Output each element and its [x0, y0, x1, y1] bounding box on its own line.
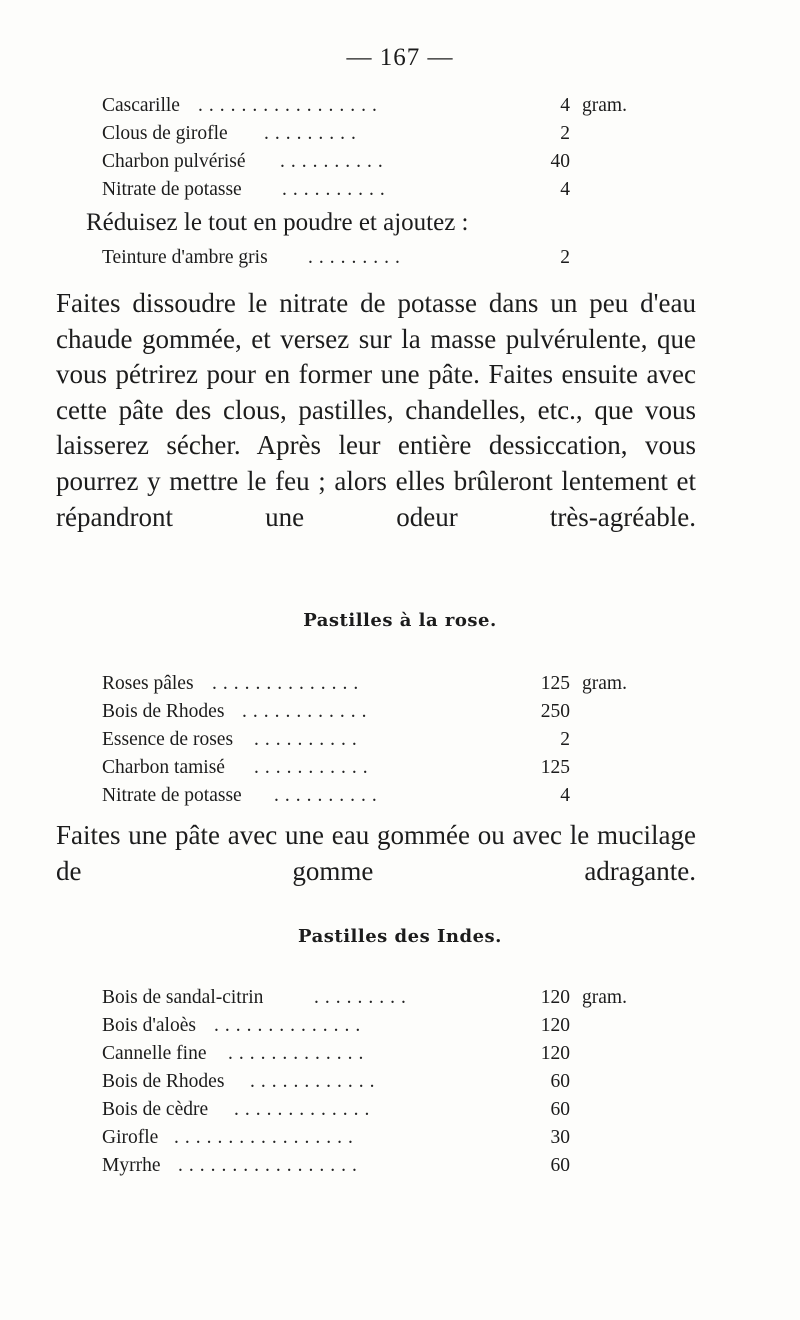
list-item — [102, 1012, 642, 1040]
ingredient-name: Nitrate de potasse — [102, 179, 242, 200]
ingredient-qty: 2 — [560, 123, 570, 144]
list-item — [102, 1068, 642, 1096]
ingredient-unit: gram. — [582, 673, 627, 694]
ingredient-qty: 2 — [560, 247, 570, 268]
leader-dots: .......... — [274, 785, 383, 806]
ingredient-unit: gram. — [582, 987, 627, 1008]
ingredient-name: Teinture d'ambre gris — [102, 247, 268, 268]
ingredient-extra — [102, 244, 642, 272]
ingredient-name: Bois de Rhodes — [102, 1071, 225, 1092]
ingredient-name: Bois de Rhodes — [102, 701, 225, 722]
ingredient-name: Bois de sandal-citrin — [102, 987, 264, 1008]
leader-dots: .......... — [280, 151, 389, 172]
list-item — [102, 176, 642, 204]
ingredient-qty: 125 — [540, 673, 570, 694]
ingredient-name: Roses pâles — [102, 673, 194, 694]
leader-dots: ............. — [228, 1043, 370, 1064]
ingredient-name: Cascarille — [102, 95, 180, 116]
list-item — [102, 698, 642, 726]
ingredient-qty: 4 — [560, 179, 570, 200]
leader-dots: .......... — [282, 179, 391, 200]
leader-dots: .............. — [212, 673, 365, 694]
ingredient-name: Charbon pulvérisé — [102, 151, 246, 172]
list-item — [102, 1096, 642, 1124]
list-item — [102, 244, 642, 272]
ingredient-qty: 2 — [560, 729, 570, 750]
leader-dots: ........... — [254, 757, 374, 778]
ingredient-unit: gram. — [582, 95, 627, 116]
ingredient-name: Girofle — [102, 1127, 159, 1148]
ingredient-name: Nitrate de potasse — [102, 785, 242, 806]
body-paragraph-1: Faites dissoudre le nitrate de potasse dans un peu d'eau chaude gommée, et versez sur la masse pulvérulente, que vous pétrirez pour en former une pâte. Faites ensuite avec cette pâte des clous, pastilles, chandelles, etc., que vous laisserez sécher. Après leur entière dessiccation, vous pourrez y mettre le feu ; alors elles brûleront lentement et répandront une odeur très-agréable. — [56, 288, 696, 532]
leader-dots: ................. — [174, 1127, 359, 1148]
list-item — [102, 984, 642, 1012]
leader-dots: ................. — [198, 95, 383, 116]
list-item — [102, 754, 642, 782]
ingredient-name: Charbon tamisé — [102, 757, 225, 778]
section-heading-rose: Pastilles à la rose. — [303, 610, 497, 631]
body-paragraph-2: Faites une pâte avec une eau gommée ou avec le mucilage de gomme adragante. — [56, 820, 696, 886]
ingredient-qty: 4 — [560, 785, 570, 806]
ingredient-name: Bois d'aloès — [102, 1015, 196, 1036]
list-item — [102, 1124, 642, 1152]
ingredient-qty: 60 — [550, 1155, 570, 1176]
ingredient-name: Myrrhe — [102, 1155, 161, 1176]
list-item — [102, 120, 642, 148]
list-item — [102, 92, 642, 120]
list-item — [102, 148, 642, 176]
ingredient-qty: 60 — [550, 1099, 570, 1120]
list-item — [102, 782, 642, 810]
ingredient-name: Bois de cèdre — [102, 1099, 209, 1120]
ingredient-name: Cannelle fine — [102, 1043, 207, 1064]
section-heading-indes: Pastilles des Indes. — [298, 926, 502, 947]
leader-dots: ............. — [234, 1099, 376, 1120]
ingredient-qty: 60 — [550, 1071, 570, 1092]
ingredient-list-indes — [102, 984, 642, 1180]
list-item — [102, 726, 642, 754]
ingredient-qty: 120 — [540, 1043, 570, 1064]
list-item — [102, 1152, 642, 1180]
ingredient-qty: 120 — [540, 987, 570, 1008]
ingredient-list-rose — [102, 670, 642, 810]
ingredient-qty: 30 — [550, 1127, 570, 1148]
ingredient-qty: 4 — [560, 95, 570, 116]
leader-dots: ............ — [250, 1071, 381, 1092]
ingredient-list-1 — [102, 92, 642, 204]
leader-dots: .............. — [214, 1015, 367, 1036]
ingredient-qty: 120 — [540, 1015, 570, 1036]
ingredient-name: Essence de roses — [102, 729, 234, 750]
leader-dots: ......... — [264, 123, 362, 144]
leader-dots: ......... — [308, 247, 406, 268]
instruction-line: Réduisez le tout en poudre et ajoutez : — [86, 209, 469, 236]
leader-dots: ............ — [242, 701, 373, 722]
ingredient-name: Clous de girofle — [102, 123, 228, 144]
leader-dots: ................. — [178, 1155, 363, 1176]
ingredient-qty: 40 — [550, 151, 570, 172]
page-number: — 167 — — [346, 44, 454, 71]
leader-dots: .......... — [254, 729, 363, 750]
list-item — [102, 1040, 642, 1068]
leader-dots: ......... — [314, 987, 412, 1008]
list-item — [102, 670, 642, 698]
ingredient-qty: 125 — [540, 757, 570, 778]
ingredient-qty: 250 — [540, 701, 570, 722]
